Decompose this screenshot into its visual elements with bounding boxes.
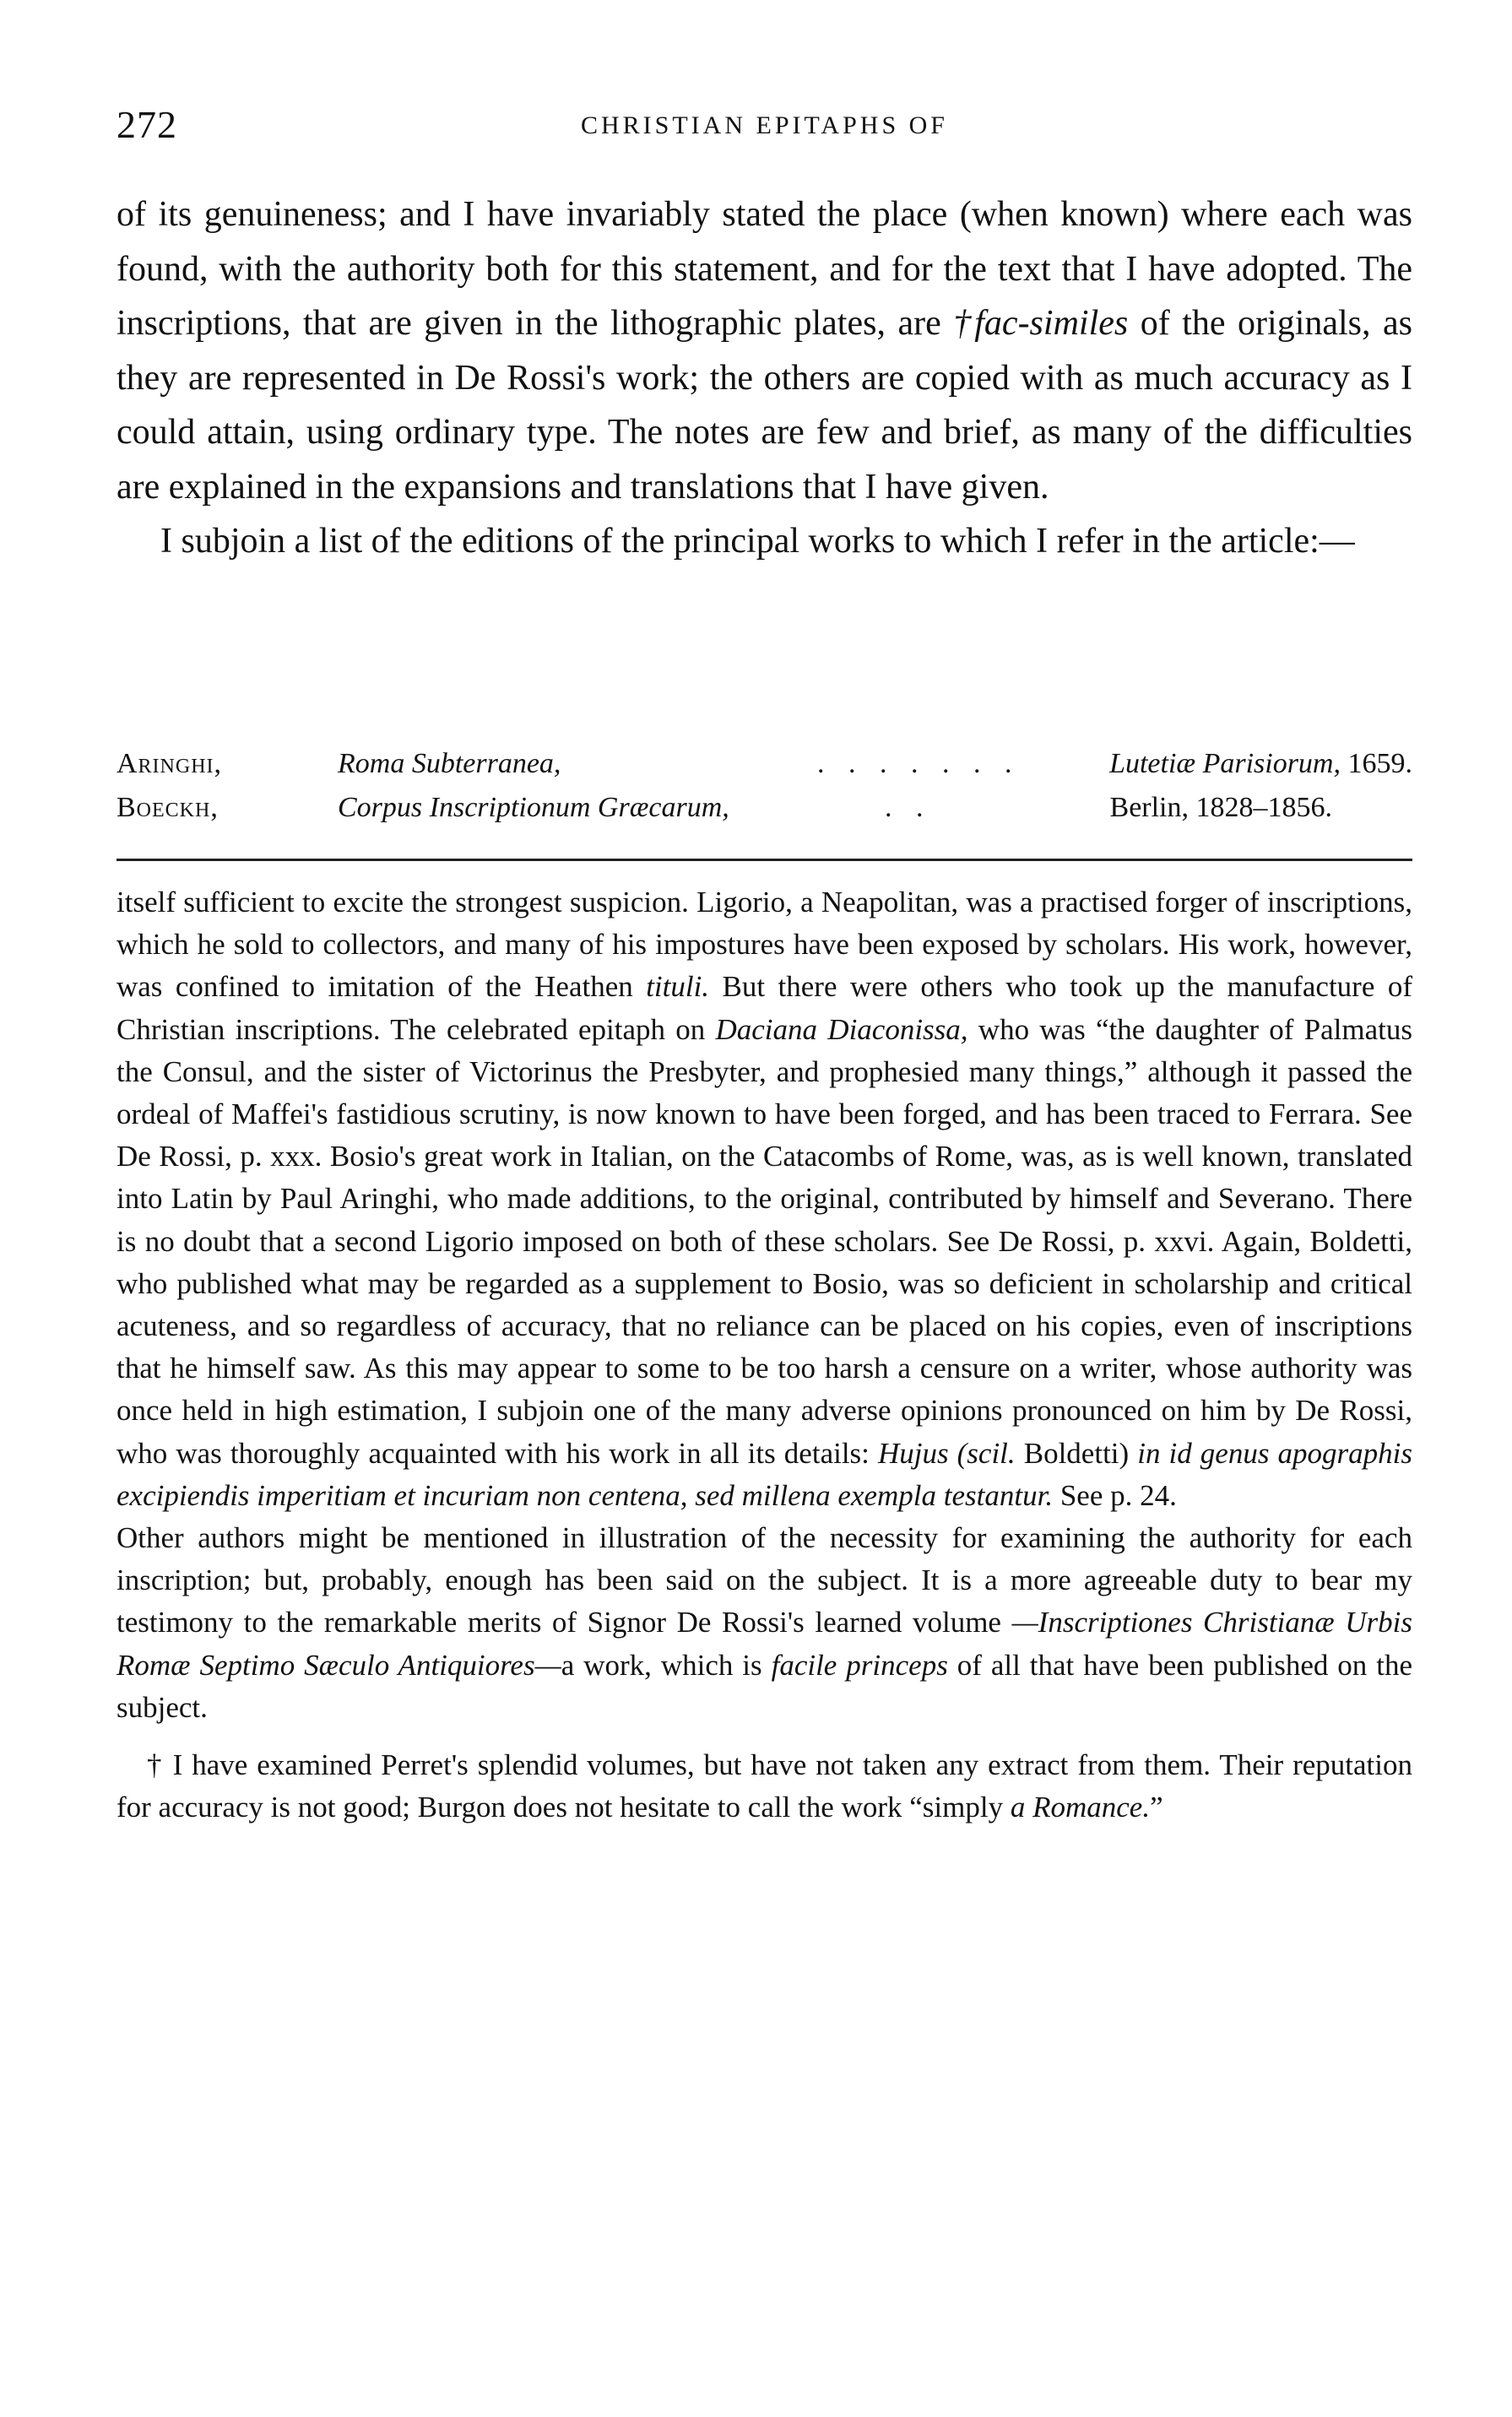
edition-leader-dots: . . . . . . . (817, 748, 1021, 779)
note-text: Boldetti) (1015, 1436, 1138, 1470)
edition-leader-dots: . . (885, 792, 932, 823)
note-text: See p. 24. (1053, 1478, 1177, 1512)
main-paragraph-1-part-a: of its genuineness; and I have invariably stated the place (when known) where each was found, with the authority both for this statement, and for the text that I have adopted. The inscriptions, that are given in the lithographic plates, are (117, 195, 1412, 343)
main-paragraph-1 (117, 187, 1412, 514)
editions-list (117, 743, 1412, 831)
running-head (117, 100, 1412, 150)
edition-row (117, 743, 1412, 787)
note-italic-tituli: tituli. (646, 970, 710, 1004)
page-number: 272 (117, 103, 177, 146)
edition-title: Roma Subterranea, (338, 748, 561, 779)
note-text: who was “the daughter of Palmatus the Consul, and the sister of Victorinus the Presbyter, and prophesied many things,” although it passed the ordeal of Maffei's fastidious scrutiny, is now known to have been forged, and has been traced to Ferrara. See De Rossi, p. xxx. Bosio's great work in Italian, on the Catacombs of Rome, was, as is well known, translated into Latin by Paul Aringhi, who made additions, to the original, contributed by himself and Severano. There is no doubt that a second Ligorio imposed on both of these scholars. See De Rossi, p. xxvi. Again, Boldetti, who published what may be regarded as a supplement to Bosio, was so deficient in scholarship and critical acuteness, and so regardless of accuracy, that no reliance can be placed on his copies, even of inscriptions that he himself saw. As this may appear to some to be too harsh a censure on a writer, whose authority was once held in high estimation, I subjoin one of the many adverse opinions pronounced on him by De Rossi, who was thoroughly acquainted with his work in all its details: (117, 1012, 1412, 1470)
note-italic-facile-princeps: facile princeps (771, 1648, 948, 1682)
edition-place-italic: Lutetiæ Parisiorum, (1109, 748, 1341, 779)
note-text: itself sufficient to excite the strongest suspicion. Ligorio, a Neapolitan, was a practised forger of inscriptions, which he sold to collectors, and many of his impostures have been exposed by scholars. His work, however, was confined to imitation of the Heathen (117, 886, 1412, 1004)
edition-author: Boeckh, (117, 792, 219, 823)
main-paragraph-1-part-b: of the originals, as they are represented in De Rossi's work; the others are copied with as much accuracy as I could attain, using ordinary type. The notes are few and brief, as many of the difficulties are explained in the expansions and translations that I have given. (117, 304, 1413, 507)
edition-year: 1659. (1341, 748, 1412, 779)
note-italic-hujus: Hujus (scil. (877, 1436, 1016, 1470)
fac-similes-term: †fac-similes (953, 304, 1129, 343)
note-text: of all that have been published on the subject. (117, 1648, 1412, 1724)
note-paragraph-1 (117, 881, 1412, 1517)
note-text: But there were others who took up the manufacture of Christian inscriptions. The celebrated epitaph on (117, 970, 1412, 1046)
edition-row (117, 787, 1412, 831)
edition-year: Berlin, 1828–1856. (1109, 792, 1332, 823)
edition-place (1109, 743, 1412, 785)
main-text (117, 187, 1412, 569)
dagger-footnote (117, 1744, 1412, 1829)
note-italic-latin-quote: in id genus apographis excipiendis imperitiam et incuriam non centena, sed millena exempla testantur. (117, 1436, 1412, 1512)
note-paragraph-2 (117, 1517, 1412, 1729)
note-italic-work-title: —Inscriptiones Christianæ Urbis Romæ Septimo Sæculo Antiquiores— (117, 1606, 1412, 1682)
main-paragraph-2: I subjoin a list of the editions of the principal works to which I refer in the article:— (160, 522, 1355, 561)
note-text: Other authors might be mentioned in illustration of the necessity for examining the authority for each inscription; but, probably, enough has been said on the subject. It is a more agreeable duty to bear my testimony to the remarkable merits of Signor De Rossi's learned volume (117, 1521, 1412, 1639)
edition-author: Aringhi, (117, 748, 223, 779)
note-italic-romance: a Romance. (1010, 1791, 1151, 1824)
running-title: CHRISTIAN EPITAPHS OF (581, 111, 948, 139)
footnotes (117, 881, 1412, 1829)
note-italic-daciana: Daciana Diaconissa, (715, 1012, 968, 1046)
edition-title: Corpus Inscriptionum Græcarum, (338, 792, 729, 823)
note-text: † I have examined Perret's splendid volumes, but have not taken any extract from them. Their reputation for accuracy is not good; Burgon does not hesitate to call the work “simply (117, 1748, 1412, 1824)
footnote-rule (117, 859, 1412, 861)
note-text: a work, which is (561, 1648, 772, 1682)
edition-place (1110, 787, 1332, 829)
note-text: ” (1150, 1791, 1163, 1824)
